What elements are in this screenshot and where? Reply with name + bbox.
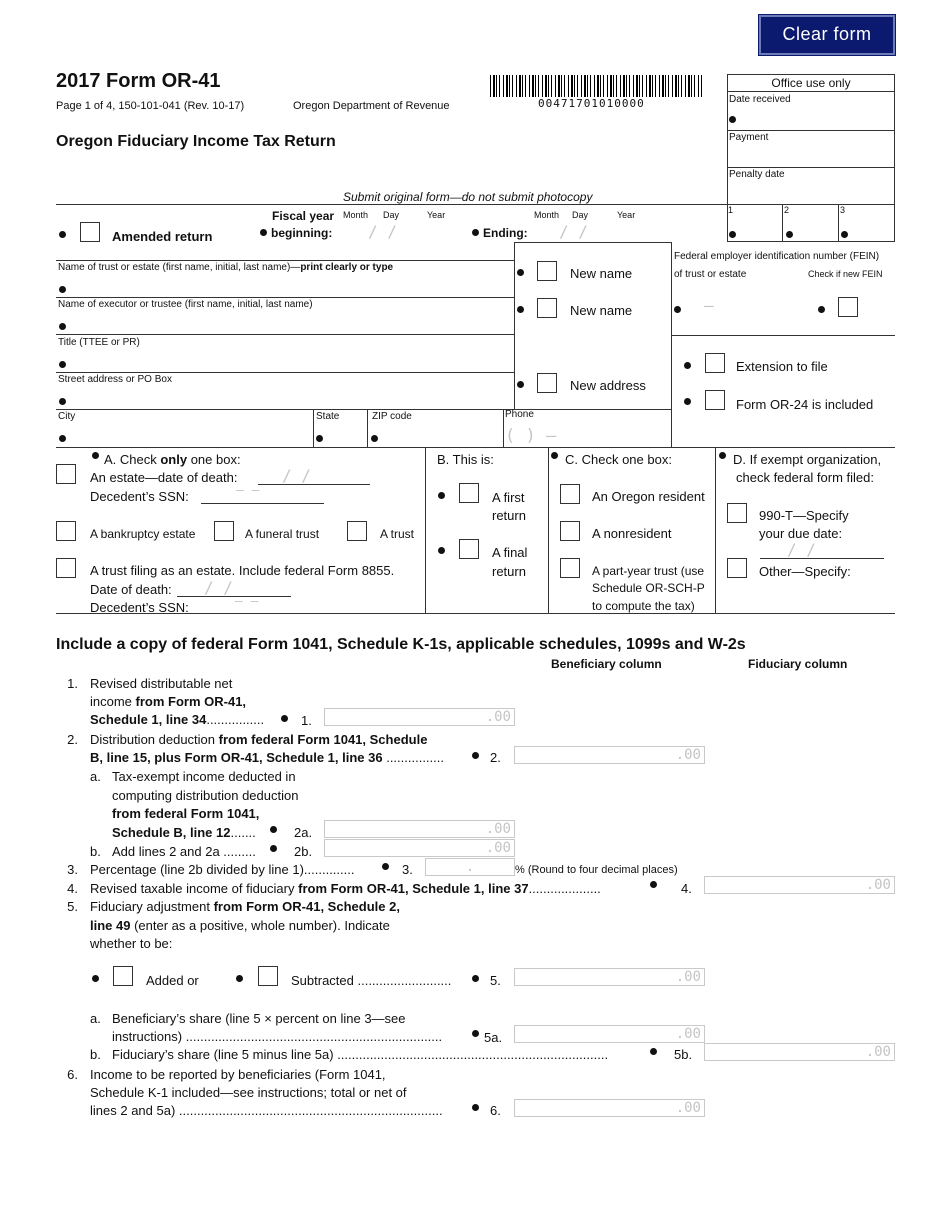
required-bullet-icon (236, 975, 243, 982)
vertical-rule (671, 242, 672, 447)
clear-form-button[interactable]: Clear form (759, 15, 895, 55)
beneficiary-column-header: Beneficiary column (551, 657, 662, 671)
fiduciary-column-header: Fiduciary column (748, 657, 848, 671)
beginning-label: beginning: (271, 226, 333, 240)
form-text: 1. (301, 713, 312, 728)
trust-estate-checkbox[interactable] (56, 558, 76, 578)
horizontal-rule (201, 503, 324, 504)
office-box-2: 2 (784, 205, 790, 215)
date-of-death-label: Date of death: (90, 582, 172, 597)
funeral-trust-checkbox[interactable] (214, 521, 234, 541)
trust-checkbox[interactable] (347, 521, 367, 541)
form-text: Revised distributable net (90, 676, 233, 691)
form-text (90, 898, 400, 916)
form-title: 2017 Form OR-41 (56, 70, 221, 92)
line-5b-input[interactable]: .00 (704, 1043, 895, 1061)
horizontal-rule (727, 167, 895, 168)
required-bullet-icon (472, 975, 479, 982)
horizontal-rule (727, 204, 895, 205)
form-text: computing distribution deduction (112, 788, 299, 803)
final-return-checkbox[interactable] (459, 539, 479, 559)
trust-name-label (58, 262, 393, 273)
line-3-round-note: % (Round to four decimal places) (515, 864, 678, 876)
required-bullet-icon (92, 975, 99, 982)
oregon-resident-checkbox[interactable] (560, 484, 580, 504)
form-text: from federal Form 1041, Schedule (218, 732, 428, 747)
form-text: 5b. (674, 1047, 693, 1062)
estate-checkbox[interactable] (56, 464, 76, 484)
form-text: Beneficiary’s share (line 5 × percent on line 3—see (112, 1011, 406, 1026)
horizontal-rule (56, 409, 671, 410)
amended-return-label: Amended return (112, 229, 213, 244)
final-return-label-2: return (492, 564, 526, 579)
new-name-checkbox-1[interactable] (537, 261, 557, 281)
form-text: ....... (230, 825, 256, 840)
vertical-rule (782, 204, 783, 242)
vertical-rule (367, 409, 368, 447)
form-text: 2. (490, 750, 501, 765)
form-text: 6. (67, 1067, 78, 1082)
decedent-ssn-input[interactable]: – – (236, 483, 260, 498)
funeral-trust-label: A funeral trust (245, 527, 320, 541)
department-name: Oregon Department of Revenue (293, 100, 450, 112)
title-input[interactable] (59, 361, 66, 368)
required-bullet-icon (270, 845, 277, 852)
title-label: Title (TTEE or PR) (58, 337, 140, 348)
required-bullet-icon (674, 306, 681, 313)
form-text: b. (90, 1047, 101, 1062)
section-a-title (104, 452, 241, 467)
form-text: line 49 (90, 918, 131, 933)
required-bullet-icon (719, 452, 726, 459)
office-box-3: 3 (840, 205, 846, 215)
section-b-title: B. This is: (437, 452, 494, 467)
new-name-label-1: New name (570, 266, 633, 281)
street-label: Street address or PO Box (58, 374, 172, 385)
state-label: State (316, 411, 340, 422)
or24-label: Form OR-24 is included (736, 397, 874, 412)
fein-label: Federal employer identification number (FEIN) (674, 251, 880, 262)
form-text: 4. (681, 881, 692, 896)
line-4-input[interactable]: .00 (704, 876, 895, 894)
horizontal-rule (258, 484, 370, 485)
form-text (90, 917, 390, 935)
required-bullet-icon (472, 752, 479, 759)
form-text: b. (90, 844, 101, 859)
required-bullet-icon (382, 863, 389, 870)
street-input[interactable] (59, 398, 66, 405)
required-bullet-icon (684, 362, 691, 369)
form-text (112, 824, 256, 842)
form-text: 1. (67, 676, 78, 691)
part-year-label-3: to compute the tax) (592, 599, 695, 613)
payment-label: Payment (729, 132, 769, 143)
form-text: 2b. (294, 844, 313, 859)
line-1-input[interactable]: .00 (324, 708, 515, 726)
executor-name-label: Name of executor or trustee (first name, initial, last name) (58, 299, 313, 310)
ending-label: Ending: (483, 226, 528, 240)
line-2a-input[interactable]: .00 (324, 820, 515, 838)
form-text: Name of trust or estate (first name, initial, last name)— (58, 262, 301, 273)
vertical-rule (313, 409, 314, 447)
form-text: Subtracted .......................... (291, 973, 452, 988)
nonresident-checkbox[interactable] (560, 521, 580, 541)
required-bullet-icon (92, 452, 99, 459)
form-text: ................ (382, 750, 444, 765)
trust-date-of-death-input[interactable]: / / (204, 578, 233, 597)
form-text: Added or (146, 973, 199, 988)
form-subtitle: Oregon Fiduciary Income Tax Return (56, 133, 336, 150)
amended-return-checkbox[interactable] (80, 222, 100, 242)
required-bullet-icon (59, 231, 66, 238)
form-text: Fiduciary’s share (line 5 minus line 5a) ........................................................................... (112, 1047, 609, 1062)
form-text: 2. (67, 732, 78, 747)
first-return-checkbox[interactable] (459, 483, 479, 503)
horizontal-rule (56, 334, 514, 335)
other-label: Other—Specify: (759, 564, 851, 579)
fein-label-2: of trust or estate (674, 269, 747, 280)
form-text: (enter as a positive, whole number). Indicate (130, 918, 390, 933)
form-text: ................ (206, 712, 265, 727)
required-bullet-icon (786, 231, 793, 238)
form-text: 3. (67, 862, 78, 877)
form-text: Tax-exempt income deducted in (112, 769, 296, 784)
form-text: Income to be reported by beneficiaries (Form 1041, (90, 1067, 386, 1082)
form-text: 5a. (484, 1030, 503, 1045)
fein-input[interactable]: – (704, 296, 714, 315)
horizontal-rule (56, 372, 514, 373)
line-2-input[interactable]: .00 (514, 746, 705, 764)
form-990t-checkbox[interactable] (727, 503, 747, 523)
form-text: 6. (490, 1103, 501, 1118)
form-990t-label: 990-T—Specify (759, 508, 849, 523)
part-year-label: A part-year trust (use (592, 564, 705, 578)
horizontal-rule (727, 130, 895, 131)
estate-label: An estate—date of death: (90, 470, 238, 485)
vertical-rule (425, 447, 426, 613)
form-text: from Form OR-41, (135, 694, 247, 709)
form-text: a. (90, 769, 101, 784)
vertical-rule (503, 409, 504, 447)
horizontal-rule (727, 91, 895, 92)
new-address-checkbox[interactable] (537, 373, 557, 393)
horizontal-rule (514, 242, 671, 243)
horizontal-rule (56, 204, 727, 205)
required-bullet-icon (684, 398, 691, 405)
first-return-label-2: return (492, 508, 526, 523)
office-box-1: 1 (728, 205, 734, 215)
required-bullet-icon (650, 881, 657, 888)
form-text: Fiduciary adjustment (90, 899, 214, 914)
horizontal-rule (671, 335, 895, 336)
zip-input[interactable] (371, 435, 378, 442)
form-text: A. Check (104, 452, 161, 467)
required-bullet-icon (841, 231, 848, 238)
decedent-ssn-input-2[interactable]: – – (235, 594, 259, 609)
end-year-label: Year (617, 210, 636, 220)
decedent-ssn-label: Decedent’s SSN: (90, 489, 189, 504)
form-text: 5. (490, 973, 501, 988)
section-c-title: C. Check one box: (565, 452, 672, 467)
required-bullet-icon (472, 1030, 479, 1037)
form-text: 3. (402, 862, 413, 877)
line-2b-input[interactable]: .00 (324, 839, 515, 857)
phone-input[interactable]: ( ) – (505, 426, 557, 446)
form-text (90, 880, 601, 898)
form-text: Distribution deduction (90, 732, 219, 747)
required-bullet-icon (729, 231, 736, 238)
vertical-rule (514, 242, 515, 410)
form-text: 2a. (294, 825, 313, 840)
form-text: print clearly or type (300, 262, 394, 273)
vertical-rule (715, 447, 716, 613)
form-text: Schedule B, line 12 (112, 825, 231, 840)
new-name-checkbox-2[interactable] (537, 298, 557, 318)
or24-checkbox[interactable] (705, 390, 725, 410)
required-bullet-icon (517, 306, 524, 313)
trust-name-input[interactable] (59, 286, 66, 293)
line-5a-input[interactable]: .00 (514, 1025, 705, 1043)
form-text: .................... (528, 881, 601, 896)
include-heading: Include a copy of federal Form 1041, Schedule K-1s, applicable schedules, 1099s and W-2s (56, 636, 746, 653)
required-bullet-icon (260, 229, 267, 236)
zip-label: ZIP code (372, 411, 412, 422)
begin-year-label: Year (427, 210, 446, 220)
executor-name-input[interactable] (59, 323, 66, 330)
line-3-percentage-input[interactable]: . (425, 858, 515, 876)
vertical-rule (838, 204, 839, 242)
due-date-input[interactable]: / / (787, 540, 816, 559)
begin-day-label: Day (383, 210, 400, 220)
form-text: from Form OR-41, Schedule 2, (213, 899, 400, 914)
form-text: B, line 15, plus Form OR-41, Schedule 1, line 36 (90, 750, 383, 765)
form-text (90, 711, 264, 729)
line-5-input[interactable]: .00 (514, 968, 705, 986)
oregon-resident-label: An Oregon resident (592, 489, 705, 504)
page-info: Page 1 of 4, 150-101-041 (Rev. 10-17) (56, 100, 245, 112)
form-990t-label-2: your due date: (759, 526, 843, 541)
begin-date-input[interactable]: / / (368, 222, 397, 241)
form-text: from Form OR-41, Schedule 1, line 37 (298, 881, 529, 896)
form-text (112, 805, 259, 823)
vertical-rule (548, 447, 549, 613)
form-text: Add lines 2 and 2a ......... (112, 844, 256, 859)
extension-label: Extension to file (736, 359, 828, 374)
trust-estate-label: A trust filing as an estate. Include federal Form 8855. (90, 563, 395, 578)
new-fein-checkbox[interactable] (838, 297, 858, 317)
form-text (90, 731, 427, 749)
part-year-checkbox[interactable] (560, 558, 580, 578)
required-bullet-icon (517, 381, 524, 388)
trust-label: A trust (380, 527, 415, 541)
form-text: Schedule K-1 included—see instructions; total or net of (90, 1085, 407, 1100)
required-bullet-icon (472, 1104, 479, 1111)
end-month-label: Month (534, 210, 560, 220)
penalty-date-label: Penalty date (729, 169, 785, 180)
form-text: 4. (67, 881, 78, 896)
form-text: Schedule 1, line 34 (90, 712, 207, 727)
form-text: from federal Form 1041, (112, 806, 260, 821)
form-text: one box: (187, 452, 241, 467)
form-text: Revised taxable income of fiduciary (90, 881, 299, 896)
form-text (90, 693, 246, 711)
form-text: a. (90, 1011, 101, 1026)
part-year-label-2: Schedule OR-SCH-P (592, 581, 705, 595)
section-d-title-2: check federal form filed: (736, 470, 875, 485)
nonresident-label: A nonresident (592, 526, 672, 541)
required-bullet-icon (818, 306, 825, 313)
required-bullet-icon (729, 116, 736, 123)
bankruptcy-label: A bankruptcy estate (90, 527, 196, 541)
section-d-title: D. If exempt organization, (733, 452, 882, 467)
form-text: whether to be: (90, 936, 173, 951)
end-day-label: Day (572, 210, 589, 220)
bankruptcy-checkbox[interactable] (56, 521, 76, 541)
horizontal-rule (177, 596, 291, 597)
barcode (490, 75, 702, 97)
estate-date-of-death-input[interactable]: / / (282, 466, 311, 485)
horizontal-rule (56, 297, 514, 298)
final-return-label: A final (492, 545, 528, 560)
required-bullet-icon (650, 1048, 657, 1055)
horizontal-rule (56, 447, 895, 448)
form-text: 5. (67, 899, 78, 914)
date-received-label: Date received (729, 94, 791, 105)
required-bullet-icon (551, 452, 558, 459)
horizontal-rule (760, 558, 884, 559)
other-checkbox[interactable] (727, 558, 747, 578)
form-text: only (160, 452, 188, 467)
city-input[interactable] (59, 435, 66, 442)
decedent-ssn-label-2: Decedent’s SSN: (90, 600, 189, 615)
new-name-label-2: New name (570, 303, 633, 318)
required-bullet-icon (438, 547, 445, 554)
line-6-input[interactable]: .00 (514, 1099, 705, 1117)
office-use-title: Office use only (771, 76, 851, 90)
end-date-input[interactable]: / / (559, 222, 588, 241)
form-text (90, 749, 444, 767)
new-address-label: New address (570, 378, 646, 393)
city-label: City (58, 411, 76, 422)
required-bullet-icon (270, 826, 277, 833)
extension-checkbox[interactable] (705, 353, 725, 373)
form-text: lines 2 and 5a) ......................................................................... (90, 1103, 443, 1118)
first-return-label: A first (492, 490, 525, 505)
barcode-number: 00471701010000 (538, 97, 645, 110)
fiscal-year-label: Fiscal year (272, 209, 335, 223)
horizontal-rule (56, 260, 514, 261)
phone-label: Phone (505, 409, 534, 420)
subtracted-checkbox[interactable] (258, 966, 278, 986)
required-bullet-icon (517, 269, 524, 276)
required-bullet-icon (472, 229, 479, 236)
check-new-fein-label: Check if new FEIN (808, 269, 883, 279)
state-input[interactable] (316, 435, 323, 442)
form-text: income (90, 694, 136, 709)
added-checkbox[interactable] (113, 966, 133, 986)
required-bullet-icon (281, 715, 288, 722)
required-bullet-icon (438, 492, 445, 499)
form-text: Percentage (line 2b divided by line 1).............. (90, 862, 355, 877)
submit-note: Submit original form—do not submit photocopy (343, 190, 593, 204)
begin-month-label: Month (343, 210, 369, 220)
form-text: instructions) ....................................................................... (112, 1029, 443, 1044)
